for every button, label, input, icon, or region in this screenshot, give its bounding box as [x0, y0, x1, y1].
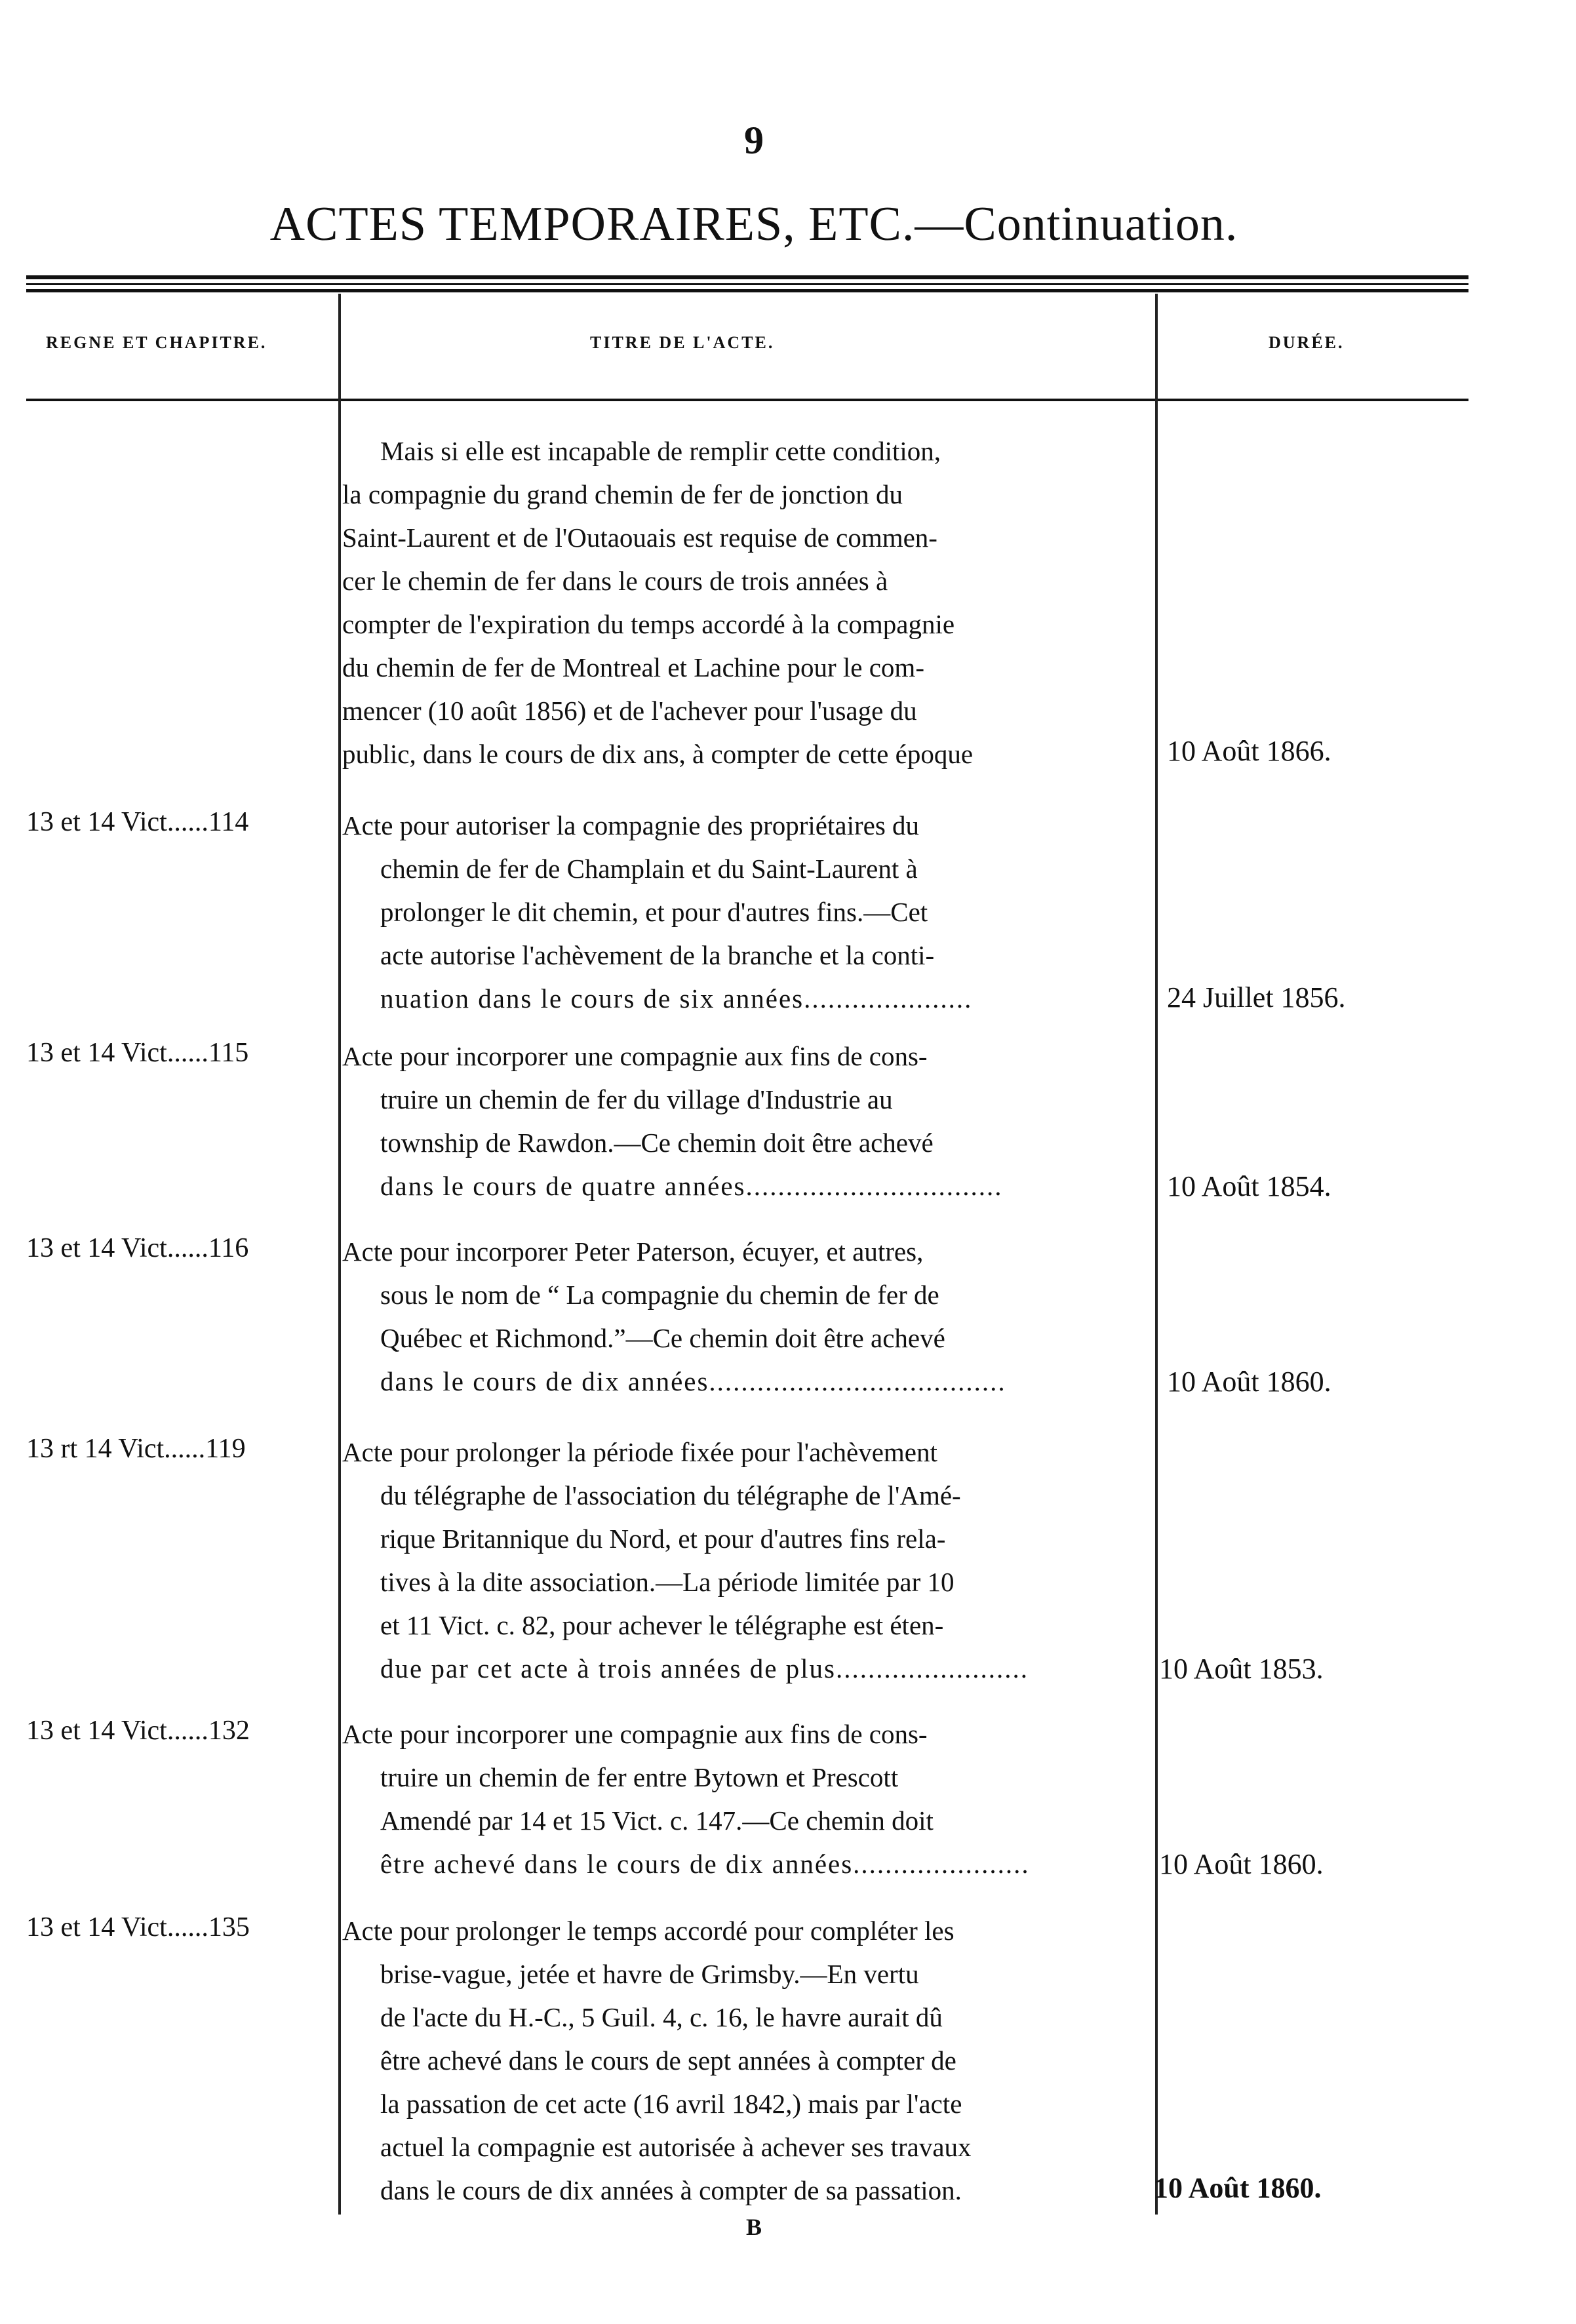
entry-line: prolonger le dit chemin, et pour d'autres fins.—Cet	[380, 897, 928, 927]
entry-line: township de Rawdon.—Ce chemin doit être achevé	[380, 1128, 934, 1158]
entry-line: Acte pour incorporer une compagnie aux fins de cons-	[342, 1719, 928, 1749]
entry-1-duree: 24 Juillet 1856.	[1167, 981, 1346, 1014]
entry-line: actuel la compagnie est autorisée à achever ses travaux	[380, 2132, 972, 2162]
entry-line: du télégraphe de l'association du télégraphe de l'Amé-	[380, 1480, 961, 1510]
entry-line: nuation dans le cours de six années.....................	[380, 983, 973, 1014]
page-title: ACTES TEMPORAIRES, ETC.—Continuation.	[269, 197, 1238, 251]
entry-6-title	[342, 1909, 1152, 2212]
entry-line: truire un chemin de fer du village d'Industrie au	[380, 1084, 893, 1114]
entry-line: mencer (10 août 1856) et de l'achever pour l'usage du	[342, 696, 917, 726]
entry-4-duree: 10 Août 1853.	[1159, 1653, 1324, 1685]
entry-line: tives à la dite association.—La période limitée par 10	[380, 1567, 955, 1597]
entry-6-duree: 10 Août 1860.	[1154, 2172, 1322, 2204]
entry-line: Québec et Richmond.”—Ce chemin doit être achevé	[380, 1323, 945, 1353]
page-number: 9	[744, 119, 764, 162]
entry-5-title	[342, 1712, 1152, 1885]
entry-0-title	[342, 429, 1152, 776]
entry-6-regne: 13 et 14 Vict......135	[26, 1912, 250, 1942]
entry-line: dans le cours de dix années à compter de sa passation.	[380, 2175, 962, 2205]
entry-line: dans le cours de dix années.....................................	[380, 1366, 1006, 1396]
entry-line: du chemin de fer de Montreal et Lachine pour le com-	[342, 652, 924, 682]
entry-2-title	[342, 1034, 1152, 1208]
entry-line: Acte pour autoriser la compagnie des propriétaires du	[342, 810, 920, 840]
header-regne: REGNE ET CHAPITRE.	[46, 333, 267, 352]
header-rule	[26, 399, 1468, 401]
entry-line: la compagnie du grand chemin de fer de jonction du	[342, 479, 903, 509]
entry-line: cer le chemin de fer dans le cours de trois années à	[342, 566, 888, 596]
entry-line: dans le cours de quatre années................................	[380, 1171, 1003, 1201]
entry-line: la passation de cet acte (16 avril 1842,) mais par l'acte	[380, 2089, 962, 2119]
signature-mark: B	[745, 2214, 762, 2240]
entry-5-regne: 13 et 14 Vict......132	[26, 1716, 250, 1746]
top-rule-thin	[26, 283, 1468, 285]
header-titre: TITRE DE L'ACTE.	[590, 333, 775, 352]
entry-0-duree: 10 Août 1866.	[1167, 735, 1331, 767]
entry-5-duree: 10 Août 1860.	[1159, 1848, 1324, 1880]
entry-1-regne: 13 et 14 Vict......114	[26, 807, 249, 837]
entry-3-title	[342, 1230, 1152, 1403]
entry-1-title	[342, 804, 1152, 1020]
entry-3-duree: 10 Août 1860.	[1167, 1366, 1331, 1398]
entry-line: Acte pour incorporer Peter Paterson, écuyer, et autres,	[342, 1236, 924, 1267]
entry-line: chemin de fer de Champlain et du Saint-Laurent à	[380, 854, 918, 884]
entry-line: être achevé dans le cours de sept années à compter de	[380, 2045, 956, 2076]
entry-line: public, dans le cours de dix ans, à compter de cette époque	[342, 739, 974, 769]
entry-line: sous le nom de “ La compagnie du chemin de fer de	[380, 1280, 939, 1310]
top-rule	[26, 275, 1468, 279]
entry-3-regne: 13 et 14 Vict......116	[26, 1233, 249, 1263]
entry-line: due par cet acte à trois années de plus........................	[380, 1653, 1029, 1684]
entry-line: de l'acte du H.-C., 5 Guil. 4, c. 16, le havre aurait dû	[380, 2002, 943, 2032]
entry-2-regne: 13 et 14 Vict......115	[26, 1038, 249, 1068]
entry-line: Acte pour prolonger la période fixée pour l'achèvement	[342, 1437, 937, 1467]
entry-line: rique Britannique du Nord, et pour d'autres fins rela-	[380, 1524, 946, 1554]
entry-line: acte autorise l'achèvement de la branche et la conti-	[380, 940, 935, 970]
entry-line: truire un chemin de fer entre Bytown et Prescott	[380, 1762, 899, 1792]
entry-line: être achevé dans le cours de dix années......................	[380, 1849, 1030, 1879]
entry-line: compter de l'expiration du temps accordé à la compagnie	[342, 609, 955, 639]
entry-line: Mais si elle est incapable de remplir cette condition,	[380, 436, 941, 466]
entry-2-duree: 10 Août 1854.	[1167, 1170, 1331, 1202]
column-divider-left	[338, 294, 341, 2215]
top-rule-lower	[26, 289, 1468, 292]
entry-line: Saint-Laurent et de l'Outaouais est requise de commen-	[342, 522, 937, 553]
column-divider-right	[1155, 294, 1158, 2215]
header-duree: DURÉE.	[1269, 333, 1345, 352]
entry-line: Acte pour prolonger le temps accordé pour compléter les	[342, 1916, 955, 1946]
entry-4-title	[342, 1430, 1152, 1690]
entry-line: Acte pour incorporer une compagnie aux fins de cons-	[342, 1041, 928, 1071]
entry-4-regne: 13 rt 14 Vict......119	[26, 1434, 246, 1464]
entry-line: et 11 Vict. c. 82, pour achever le télégraphe est éten-	[380, 1610, 944, 1640]
entry-line: Amendé par 14 et 15 Vict. c. 147.—Ce chemin doit	[380, 1805, 934, 1836]
entry-line: brise-vague, jetée et havre de Grimsby.—En vertu	[380, 1959, 919, 1989]
